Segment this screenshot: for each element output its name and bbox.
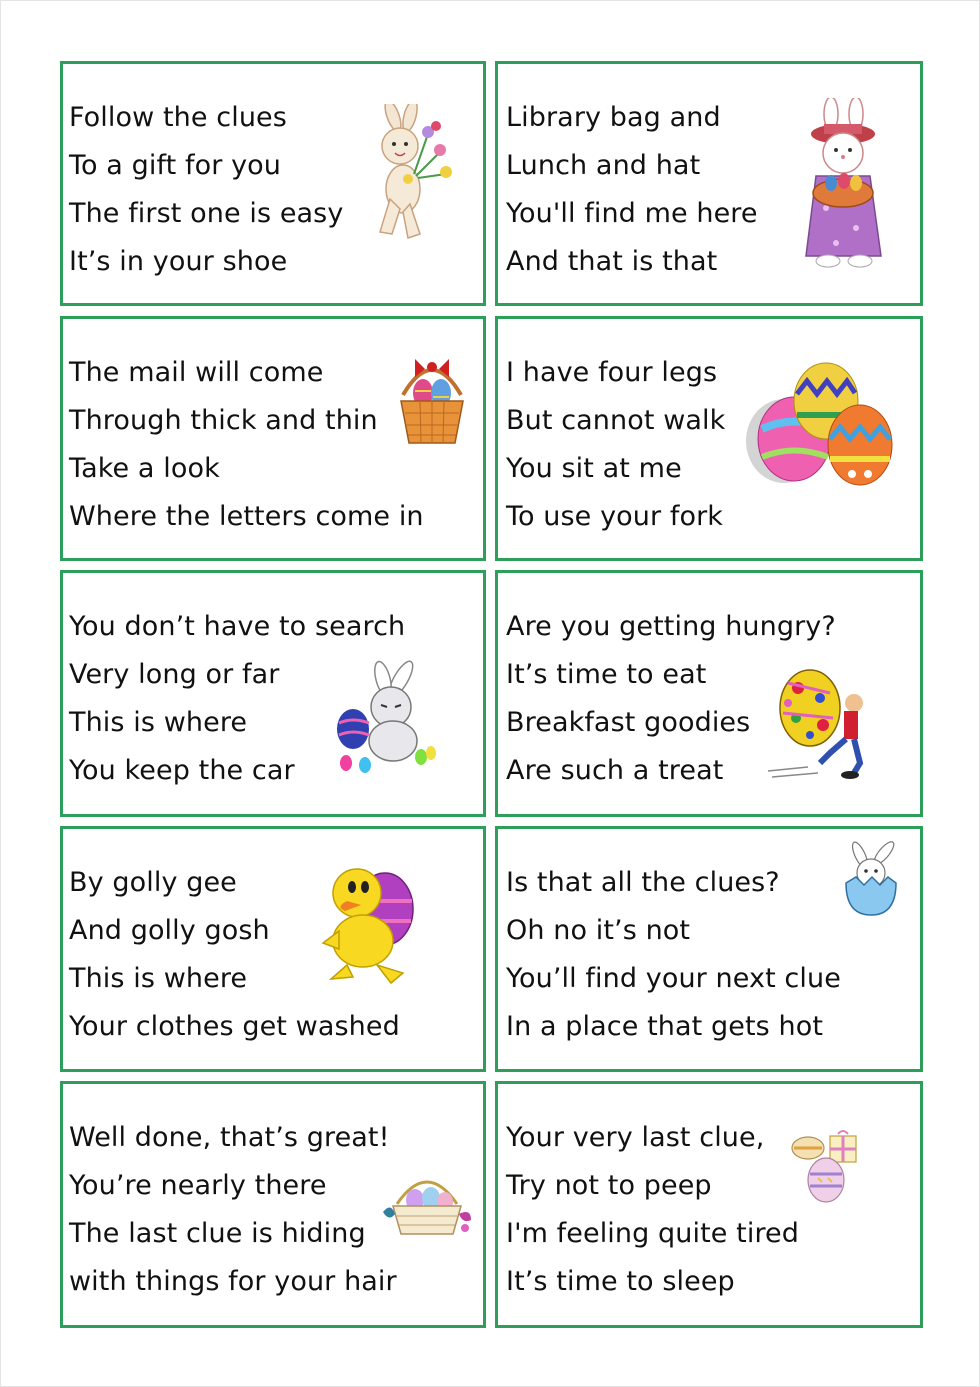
clue-card-10	[495, 1081, 923, 1328]
clue-line: You’ll find your next clue	[506, 963, 841, 994]
clue-text	[69, 94, 343, 286]
clue-line: You don’t have to search	[69, 611, 406, 642]
clue-line: Very long or far	[69, 659, 280, 690]
clue-line: Lunch and hat	[506, 150, 701, 181]
clue-line: It’s time to sleep	[506, 1266, 735, 1297]
clue-text	[506, 349, 725, 541]
pastel-basket-icon	[381, 1164, 473, 1240]
bunny-with-eggs-icon	[331, 657, 441, 777]
clue-line: Are such a treat	[506, 755, 724, 786]
dancing-bunny-icon	[348, 104, 458, 254]
clue-text	[506, 1114, 799, 1306]
clue-line: The mail will come	[69, 357, 324, 388]
clue-line: And golly gosh	[69, 915, 270, 946]
clue-card-2	[495, 61, 923, 306]
bunny-in-eggshell-icon	[828, 839, 914, 919]
clue-line: You'll find me here	[506, 198, 758, 229]
clue-line: with things for your hair	[69, 1266, 397, 1297]
clue-line: I have four legs	[506, 357, 718, 388]
clue-text	[506, 859, 841, 1051]
clue-line: It’s in your shoe	[69, 246, 288, 277]
clue-text	[69, 349, 424, 541]
clue-card-8	[495, 826, 923, 1072]
clue-line: Take a look	[69, 453, 220, 484]
clue-line: By golly gee	[69, 867, 237, 898]
clue-card-9	[60, 1081, 486, 1328]
gift-eggs-icon	[788, 1128, 868, 1204]
painted-eggs-icon	[742, 359, 900, 489]
chick-with-egg-icon	[317, 861, 427, 991]
clue-line: To use your fork	[506, 501, 724, 532]
bunny-with-basket-icon	[786, 98, 896, 273]
clue-line: It’s time to eat	[506, 659, 707, 690]
clue-line: Are you getting hungry?	[506, 611, 836, 642]
clue-line: Follow the clues	[69, 102, 287, 133]
clue-text	[69, 1114, 397, 1306]
clue-line: Well done, that’s great!	[69, 1122, 390, 1153]
clue-line: You keep the car	[69, 755, 295, 786]
clue-line: You’re nearly there	[69, 1170, 327, 1201]
clue-line: I'm feeling quite tired	[506, 1218, 800, 1249]
clue-line: This is where	[69, 707, 248, 738]
clue-line: In a place that gets hot	[506, 1011, 824, 1042]
clue-card-5	[60, 570, 486, 817]
clue-line: Library bag and	[506, 102, 721, 133]
clue-card-3	[60, 316, 486, 561]
clue-line: Through thick and thin	[69, 405, 378, 436]
clue-line: The last clue is hiding	[69, 1218, 366, 1249]
clue-line: Is that all the clues?	[506, 867, 780, 898]
clue-line: Try not to peep	[506, 1170, 712, 1201]
egg-basket-icon	[395, 351, 469, 447]
clue-line: And that is that	[506, 246, 718, 277]
clue-card-7	[60, 826, 486, 1072]
clue-line: But cannot walk	[506, 405, 726, 436]
clue-line: The first one is easy	[69, 198, 344, 229]
man-carrying-egg-icon	[768, 663, 888, 783]
clue-line: Your clothes get washed	[69, 1011, 400, 1042]
clue-card-6	[495, 570, 923, 817]
clue-text	[506, 94, 758, 286]
clue-card-4	[495, 316, 923, 561]
clue-line: Where the letters come in	[69, 501, 424, 532]
clue-line: Your very last clue,	[506, 1122, 765, 1153]
clue-line: Oh no it’s not	[506, 915, 691, 946]
clue-line: You sit at me	[506, 453, 682, 484]
clue-line: To a gift for you	[69, 150, 281, 181]
clue-line: Breakfast goodies	[506, 707, 751, 738]
clue-line: This is where	[69, 963, 248, 994]
clue-card-1	[60, 61, 486, 306]
